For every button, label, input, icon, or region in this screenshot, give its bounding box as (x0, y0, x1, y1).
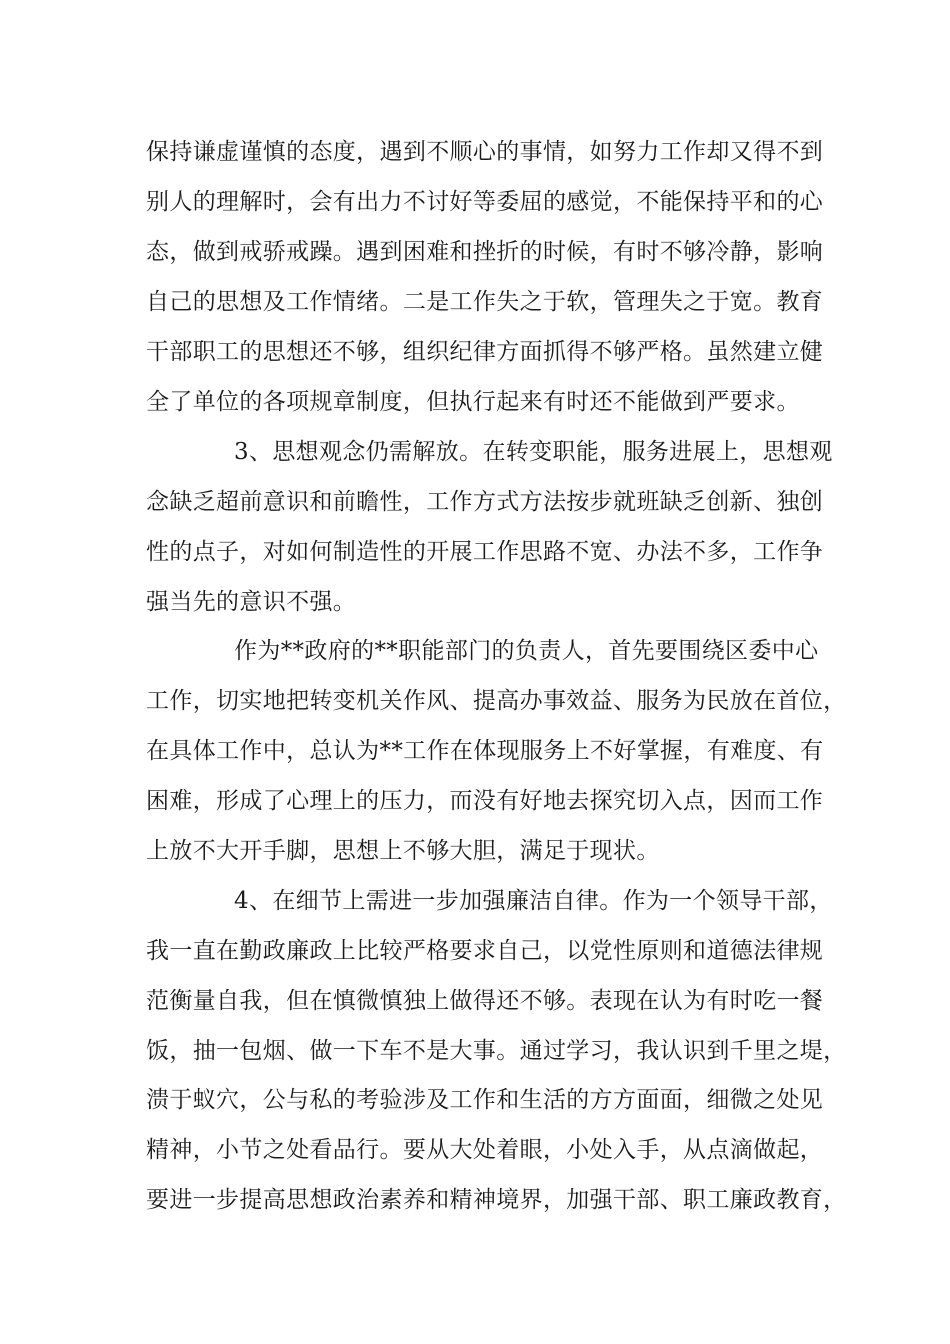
text-line: 别人的理解时，会有出力不讨好等委屈的感觉，不能保持平和的心 (146, 189, 824, 215)
text-line: 精神，小节之处看品行。要从大处着眼，小处入手，从点滴做起， (146, 1137, 824, 1163)
paragraph-start: 作为**政府的**职能部门的负责人，首先要围绕区委中心 (234, 638, 819, 664)
text-line: 要进一步提高思想政治素养和精神境界，加强干部、职工廉政教育， (146, 1187, 847, 1213)
text-line: 我一直在勤政廉政上比较严格要求自己，以党性原则和道德法律规 (146, 938, 824, 964)
text-line: 范衡量自我，但在慎微慎独上做得还不够。表现在认为有时吃一餐 (146, 988, 824, 1014)
text-line: 在具体工作中，总认为**工作在体现服务上不好掌握，有难度、有 (146, 738, 824, 764)
text-line: 饭，抽一包烟、做一下车不是大事。通过学习，我认识到千里之堤， (146, 1038, 847, 1064)
text-line: 态，做到戒骄戒躁。遇到困难和挫折的时候，有时不够冷静，影响 (146, 239, 824, 265)
text-line: 性的点子，对如何制造性的开展工作思路不宽、办法不多，工作争 (146, 539, 824, 565)
text-line: 强当先的意识不强。 (146, 589, 357, 615)
text-line: 全了单位的各项规章制度，但执行起来有时还不能做到严要求。 (146, 389, 800, 415)
text-line: 上放不大开手脚，思想上不够大胆，满足于现状。 (146, 838, 660, 864)
paragraph-heading-4: 4、在细节上需进一步加强廉洁自律。作为一个领导干部， (234, 888, 833, 914)
paragraph-heading-3: 3、思想观念仍需解放。在转变职能，服务进展上，思想观 (234, 439, 833, 465)
text-line: 工作，切实地把转变机关作风、提高办事效益、服务为民放在首位， (146, 688, 847, 714)
text-line: 自己的思想及工作情绪。二是工作失之于软，管理失之于宽。教育 (146, 289, 824, 315)
text-line: 念缺乏超前意识和前瞻性，工作方式方法按步就班缺乏创新、独创 (146, 489, 824, 515)
text-line: 困难，形成了心理上的压力，而没有好地去探究切入点，因而工作 (146, 788, 824, 814)
text-line: 干部职工的思想还不够，组织纪律方面抓得不够严格。虽然建立健 (146, 339, 824, 365)
text-line: 保持谦虚谨慎的态度，遇到不顺心的事情，如努力工作却又得不到 (146, 139, 824, 165)
text-line: 溃于蚁穴，公与私的考验涉及工作和生活的方方面面，细微之处见 (146, 1087, 824, 1113)
